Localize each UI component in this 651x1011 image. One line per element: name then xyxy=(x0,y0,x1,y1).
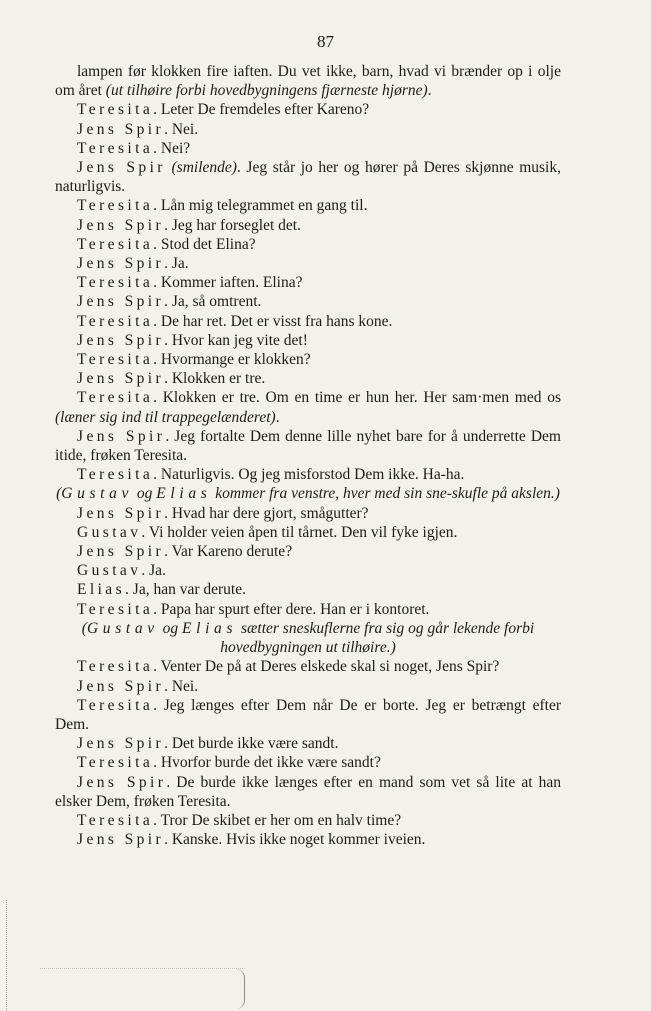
margin-scan-mark xyxy=(0,900,7,1011)
speaker-name: Teresita xyxy=(77,351,154,369)
dialogue-text: . Klokken er tre. Om en time er hun her. Her sam·men med os xyxy=(153,389,561,407)
speaker-name: Jens Spir xyxy=(77,677,165,695)
speaker-name: Jens Spir xyxy=(77,255,165,273)
dialogue-line xyxy=(55,254,561,273)
stage-direction-inline: (læner sig ind til trappegelænderet) xyxy=(55,408,276,426)
speaker-name: Jens Spir xyxy=(77,331,165,349)
speaker-name: Teresita xyxy=(77,658,154,676)
dialogue-text: . Ja. xyxy=(164,255,189,273)
speaker-name: Teresita xyxy=(77,811,154,829)
speaker-name: Jens Spir xyxy=(77,293,165,311)
speaker-name: Teresita xyxy=(77,466,154,484)
dialogue-line xyxy=(55,523,561,542)
dialogue-text: . De burde ikke længes efter en mand som vet så lite at han elsker Dem, frøken Teresita. xyxy=(55,773,561,810)
dialogue-text: . Var Kareno derute? xyxy=(164,543,293,561)
dialogue-text: ( xyxy=(81,619,87,637)
dialogue-text: . Klokken er tre. xyxy=(164,370,266,388)
dialogue-text: sætter sneskuflerne fra sig og går lekende forbi hovedbygningen ut tilhøire.) xyxy=(220,619,535,657)
speaker-name: Jens Spir xyxy=(77,773,167,791)
speaker-name: Teresita xyxy=(77,139,154,157)
page-number: 87 xyxy=(317,32,334,51)
dialogue-line xyxy=(55,158,561,196)
dialogue-line xyxy=(55,580,561,599)
dialogue-text: . Nei. xyxy=(164,120,199,138)
dialogue-line xyxy=(55,62,561,100)
dialogue-line xyxy=(55,600,561,619)
dialogue-text: . Naturligvis. Og jeg misforstod Dem ikke. Ha-ha. xyxy=(153,466,465,484)
dialogue-line xyxy=(55,753,561,772)
dialogue-text: . Vi holder veien åpen til tårnet. Den vil fyke igjen. xyxy=(141,523,458,541)
speaker-name: Teresita xyxy=(77,235,154,253)
dialogue-line xyxy=(55,235,561,254)
dialogue-text: og xyxy=(133,485,157,503)
dialogue-line xyxy=(55,139,561,158)
dialogue-text: . Venter De på at Deres elskede skal si noget, Jens Spir? xyxy=(153,658,500,676)
play-text xyxy=(55,62,561,849)
speaker-name: Jens Spir xyxy=(77,735,165,753)
dialogue-line xyxy=(55,811,561,830)
dialogue-line xyxy=(55,388,561,426)
speaker-name: Jens Spir xyxy=(77,216,165,234)
dialogue-text: . Lån mig telegrammet en gang til. xyxy=(153,197,368,215)
dialogue-line xyxy=(55,312,561,331)
dialogue-text: . Hvor kan jeg vite det! xyxy=(164,331,308,349)
speaker-name: Teresita xyxy=(77,600,154,618)
dialogue-text: . Ja. xyxy=(141,562,166,580)
speaker-name: Jens Spir xyxy=(77,120,165,138)
speaker-name: Jens Spir xyxy=(77,159,166,177)
speaker-name: Teresita xyxy=(77,389,154,407)
dialogue-text: . xyxy=(275,408,280,426)
dialogue-line xyxy=(55,331,561,350)
dialogue-line xyxy=(55,696,561,734)
dialogue-line xyxy=(55,830,561,849)
speaker-name: Jens Spir xyxy=(77,831,165,849)
dialogue-text: . Kommer iaften. Elina? xyxy=(153,274,303,292)
dialogue-text: og xyxy=(158,619,183,637)
dialogue-line xyxy=(55,465,561,484)
dialogue-text: . Tror De skibet er her om en halv time? xyxy=(153,811,402,829)
dialogue-text: . Jeg længes efter Dem når De er borte. Jeg er betrængt efter Dem. xyxy=(55,696,561,733)
dialogue-text: . De har ret. Det er visst fra hans kone. xyxy=(153,312,393,330)
dialogue-text: . Jeg fortalte Dem denne lille nyhet bare for å underrette Dem itide, frøken Teresita. xyxy=(55,427,561,465)
speaker-name: Elias xyxy=(182,619,238,637)
speaker-name: Elias xyxy=(77,581,126,599)
speaker-name: Teresita xyxy=(77,101,154,119)
dialogue-text: . Hvormange er klokken? xyxy=(153,351,311,369)
stage-direction-inline: (ut tilhøire forbi hovedbygningens fjærneste hjørne) xyxy=(105,82,428,100)
dialogue-text: . xyxy=(427,82,432,100)
dialogue-text: . Nei. xyxy=(164,677,199,695)
speaker-name: Teresita xyxy=(77,197,154,215)
speaker-name: Jens Spir xyxy=(77,504,165,522)
dialogue-text: . Kanske. Hvis ikke noget kommer iveien. xyxy=(164,831,426,849)
dialogue-text: . Det burde ikke være sandt. xyxy=(164,735,339,753)
dialogue-line xyxy=(55,561,561,580)
dialogue-line xyxy=(55,657,561,676)
dialogue-text: . Jeg står jo her og hører på Deres skjønne musik, naturligvis. xyxy=(55,159,561,196)
speaker-name: Teresita xyxy=(77,696,154,714)
speaker-name: Jens Spir xyxy=(77,427,166,445)
speaker-name: Gustav xyxy=(77,562,142,580)
dialogue-text: . Jeg har forseglet det. xyxy=(164,216,301,234)
stage-direction-inline: (smilende) xyxy=(171,159,237,177)
dialogue-line xyxy=(55,369,561,388)
dialogue-line xyxy=(55,216,561,235)
dialogue-text: lampen før klokken fire iaften. Du vet ikke, barn, hvad vi brænder op i olje om året xyxy=(55,63,561,100)
speaker-name: Gustav xyxy=(86,619,159,637)
stage-direction xyxy=(55,619,561,657)
bottom-scan-mark xyxy=(40,968,245,1009)
speaker-name: Elias xyxy=(156,485,212,503)
dialogue-line xyxy=(55,196,561,215)
dialogue-line xyxy=(55,427,561,465)
dialogue-line xyxy=(55,677,561,696)
dialogue-line xyxy=(55,734,561,753)
dialogue-line xyxy=(55,542,561,561)
dialogue-line xyxy=(55,273,561,292)
speaker-name: Jens Spir xyxy=(77,370,165,388)
dialogue-line xyxy=(55,773,561,811)
speaker-name: Gustav xyxy=(61,485,134,503)
speaker-name: Jens Spir xyxy=(77,543,165,561)
dialogue-text: kommer fra venstre, hver med sin sne-skufle på akslen.) xyxy=(211,485,560,503)
dialogue-line xyxy=(55,504,561,523)
dialogue-text: . Papa har spurt efter dere. Han er i kontoret. xyxy=(153,600,430,618)
dialogue-text: . Ja, han var derute. xyxy=(125,581,246,599)
dialogue-text: ( xyxy=(56,485,62,503)
dialogue-line xyxy=(55,292,561,311)
speaker-name: Teresita xyxy=(77,754,154,772)
stage-direction xyxy=(55,484,561,503)
speaker-name: Teresita xyxy=(77,312,154,330)
speaker-name: Gustav xyxy=(77,523,142,541)
dialogue-text: . Leter De fremdeles efter Kareno? xyxy=(153,101,370,119)
dialogue-line xyxy=(55,350,561,369)
dialogue-text: . Ja, så omtrent. xyxy=(164,293,262,311)
dialogue-text: . Nei? xyxy=(153,139,191,157)
dialogue-text: . Hvorfor burde det ikke være sandt? xyxy=(153,754,381,772)
dialogue-line xyxy=(55,120,561,139)
speaker-name: Teresita xyxy=(77,274,154,292)
dialogue-line xyxy=(55,100,561,119)
dialogue-text: . Stod det Elina? xyxy=(153,235,256,253)
dialogue-text: . Hvad har dere gjort, smågutter? xyxy=(164,504,369,522)
